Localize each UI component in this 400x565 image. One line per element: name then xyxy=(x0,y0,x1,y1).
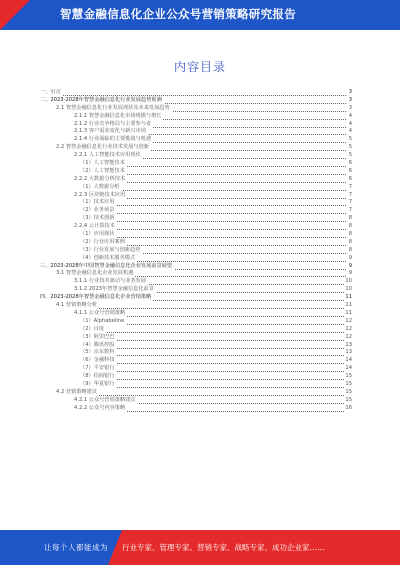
toc-entry-label: （4）腾讯控股 xyxy=(80,341,115,348)
toc-entry-label: （3）技术创新 xyxy=(80,215,115,222)
toc-entry[interactable] xyxy=(40,97,352,105)
toc-entry-label: 2.1.4 行业面临的主要挑战与机遇 xyxy=(74,136,152,143)
toc-entry-page: 11 xyxy=(345,294,352,301)
toc-leader-dots xyxy=(40,89,346,96)
toc-entry-page: 14 xyxy=(345,357,352,364)
toc-entry-label: 4.1.1 公众号营销策略 xyxy=(74,309,126,316)
toc-leader-dots xyxy=(80,199,346,206)
toc-entry-label: （2）业务场景 xyxy=(80,207,115,214)
toc-entry-page: 10 xyxy=(345,278,352,285)
toc-entry-page: 7 xyxy=(348,191,352,198)
toc-entry-label: 2.1 智慧金融信息化行业发展现状及未来发展趋势 xyxy=(56,104,170,111)
toc-entry-page: 8 xyxy=(348,223,352,230)
toc-entry[interactable] xyxy=(40,310,352,318)
toc-leader-dots xyxy=(80,326,346,333)
toc-entry-label: 2.1.2 行业竞争格局与主要参与者 xyxy=(74,120,152,127)
toc-entry-page: 15 xyxy=(345,388,352,395)
toc-entry[interactable] xyxy=(40,334,352,342)
toc-entry-page: 12 xyxy=(345,317,352,324)
toc-entry-label: （1）应用现状 xyxy=(80,231,115,238)
toc-entry-page: 6 xyxy=(348,175,352,182)
toc-entry-page: 9 xyxy=(348,262,352,269)
toc-entry-label: （1）大数据分析 xyxy=(80,183,120,190)
header-red-corner xyxy=(0,0,30,30)
footer-tagline: 行业专家、管理专家、营销专家、战略专家、成功企业家…… xyxy=(122,543,325,552)
toc-heading: 内容目录 xyxy=(173,60,226,74)
toc-entry-page: 10 xyxy=(345,286,352,293)
toc-entry-page: 8 xyxy=(348,215,352,222)
toc-entry-label: （8）招商银行 xyxy=(80,373,115,380)
toc-entry[interactable] xyxy=(40,405,352,413)
toc-entry-label: 4.2.1 公众号营销策略建议 xyxy=(74,396,136,403)
toc-entry[interactable] xyxy=(40,144,352,152)
toc-entry-page: 5 xyxy=(348,136,352,143)
toc-entry-label: 2.2.4 云计算技术 xyxy=(74,223,115,230)
toc-entry-label: （9）华夏银行 xyxy=(80,380,115,387)
toc-entry[interactable] xyxy=(40,247,352,255)
toc-entry-label: 4.2 营销策略建议 xyxy=(56,388,98,395)
header-bar xyxy=(0,0,400,30)
toc-entry[interactable] xyxy=(40,357,352,365)
toc-entry-page: 6 xyxy=(348,160,352,167)
toc-leader-dots xyxy=(80,231,346,238)
toc-entry-label: 三、2023-2028年中国智慧金融信息化企业发展前景展望 xyxy=(40,262,173,269)
toc-entry[interactable] xyxy=(40,105,352,113)
toc-leader-dots xyxy=(80,357,346,364)
toc-entry-label: 一、引言 xyxy=(40,89,61,95)
toc-entry-page: 13 xyxy=(345,349,352,356)
toc-leader-dots xyxy=(80,381,346,388)
toc-entry[interactable] xyxy=(40,255,352,263)
toc-entry[interactable] xyxy=(40,302,352,310)
toc-entry-page: 5 xyxy=(348,144,352,151)
toc-entry-page: 8 xyxy=(348,238,352,245)
toc-entry-label: 2.2 智慧金融信息化行业技术发展与创新 xyxy=(56,144,149,151)
toc-entry-label: 3.1 智慧金融信息化企业发展机遇 xyxy=(56,270,134,277)
toc-entry[interactable] xyxy=(40,113,352,121)
toc-entry-page: 5 xyxy=(348,152,352,159)
toc-entry-page: 15 xyxy=(345,380,352,387)
toc-entry[interactable] xyxy=(40,89,352,97)
toc-entry[interactable] xyxy=(40,184,352,192)
toc-entry-label: （7）平安银行 xyxy=(80,365,115,372)
toc-entry[interactable] xyxy=(40,397,352,405)
toc-entry-label: 2.1.1 智慧金融信息化市场规模与增长 xyxy=(74,112,162,119)
toc-leader-dots xyxy=(80,373,346,380)
toc-entry-label: 2.2.2 大数据分析技术 xyxy=(74,175,126,182)
toc-entry-page: 4 xyxy=(348,112,352,119)
footer-slogan: 让每个人都能成为 xyxy=(44,543,108,552)
toc-entry-page: 11 xyxy=(345,309,352,316)
toc-entry-page: 6 xyxy=(348,167,352,174)
toc-entry-page: 7 xyxy=(348,207,352,214)
toc-entry-page: 9 xyxy=(348,270,352,277)
table-of-contents xyxy=(40,89,352,514)
toc-entry[interactable] xyxy=(40,239,352,247)
toc-entry-label: 2.1.3 客户需求变化与新兴市场 xyxy=(74,128,146,135)
toc-entry[interactable] xyxy=(40,168,352,176)
toc-entry-page: 7 xyxy=(348,183,352,190)
toc-entry-label: （3）行业发展与创新趋势 xyxy=(80,246,141,253)
toc-entry[interactable] xyxy=(40,152,352,160)
toc-entry[interactable] xyxy=(40,286,352,294)
toc-entry-page: 12 xyxy=(345,325,352,332)
toc-entry-page: 15 xyxy=(345,373,352,380)
toc-entry-label: （2）百度 xyxy=(80,325,105,332)
toc-entry-page: 9 xyxy=(348,254,352,261)
toc-entry-page: 4 xyxy=(348,120,352,127)
toc-entry[interactable] xyxy=(40,223,352,231)
toc-entry-label: （1）技术应用 xyxy=(80,199,115,206)
toc-entry-label: 4.1 营销策略分析 xyxy=(56,302,98,309)
toc-leader-dots xyxy=(80,342,346,349)
toc-entry[interactable] xyxy=(40,381,352,389)
toc-entry-page: 12 xyxy=(345,333,352,340)
toc-entry[interactable] xyxy=(40,389,352,397)
toc-leader-dots xyxy=(56,389,346,396)
toc-entry-label: （1）人工智能技术 xyxy=(80,160,125,167)
toc-entry-page: 4 xyxy=(348,128,352,135)
toc-entry-label: （6）金融科技 xyxy=(80,357,115,364)
toc-entry[interactable] xyxy=(40,215,352,223)
toc-entry-label: （3）阿里巴巴 xyxy=(80,333,115,340)
toc-entry-page: 13 xyxy=(345,341,352,348)
toc-entry-label: （2）行业应用案例 xyxy=(80,238,125,245)
toc-entry[interactable] xyxy=(40,373,352,381)
toc-entry-label: （4）创新技术服务模式 xyxy=(80,254,136,261)
toc-entry-label: 3.1.1 行业技术驱动与业务发展 xyxy=(74,278,146,285)
toc-entry-label: 四、2023-2028年智慧金融信息化企业营销策略 xyxy=(40,294,152,301)
toc-entry[interactable] xyxy=(40,231,352,239)
toc-entry-label: （2）人工智能技术 xyxy=(80,167,125,174)
toc-entry-label: 4.2.2 公众号内容策略 xyxy=(74,404,126,411)
toc-entry-page: 3 xyxy=(348,96,352,103)
toc-entry[interactable] xyxy=(40,318,352,326)
toc-entry-label: （5）京东数科 xyxy=(80,349,115,356)
toc-entry-page: 8 xyxy=(348,246,352,253)
toc-entry-label: 二、2023-2028年智慧金融信息化行业发展趋势预测 xyxy=(40,96,162,103)
toc-leader-dots xyxy=(80,207,346,214)
footer-bar xyxy=(0,530,400,565)
toc-entry-label: 2.2.3 区块链技术应用 xyxy=(74,191,126,198)
toc-leader-dots xyxy=(56,302,346,309)
toc-entry-page: 14 xyxy=(345,365,352,372)
toc-entry-page: 16 xyxy=(345,404,352,411)
report-title: 智慧金融信息化企业公众号营销策略研究报告 xyxy=(60,7,296,21)
toc-entry-page: 15 xyxy=(345,396,352,403)
toc-entry[interactable] xyxy=(40,294,352,302)
toc-entry-page: 7 xyxy=(348,199,352,206)
toc-entry-page: 11 xyxy=(345,302,352,309)
toc-leader-dots xyxy=(80,215,346,222)
toc-entry[interactable] xyxy=(40,160,352,168)
toc-entry[interactable] xyxy=(40,326,352,334)
toc-entry[interactable] xyxy=(40,365,352,373)
toc-entry-page: 3 xyxy=(348,89,352,95)
toc-entry[interactable] xyxy=(40,176,352,184)
toc-entry-page: 3 xyxy=(348,104,352,111)
toc-leader-dots xyxy=(80,365,346,372)
toc-entry-page: 8 xyxy=(348,231,352,238)
toc-entry-label: （1）Alphabeline xyxy=(80,317,125,324)
toc-leader-dots xyxy=(80,334,346,341)
toc-entry-label: 2.2.1 人工智能技术应用现状 xyxy=(74,152,141,159)
toc-entry-label: 3.1.2 2023年智慧金融信息化前景 xyxy=(74,286,154,293)
toc-leader-dots xyxy=(80,349,346,356)
